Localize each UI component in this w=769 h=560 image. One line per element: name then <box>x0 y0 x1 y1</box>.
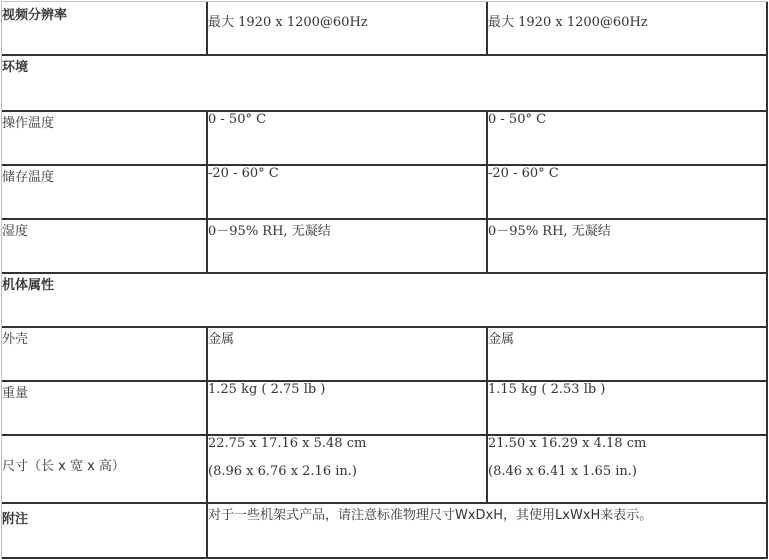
section-environment: 环境 <box>2 56 768 112</box>
humidity-model2: 0－95% RH, 无凝结 <box>488 220 768 274</box>
resolution-model2: 最大 1920 x 1200@60Hz <box>488 2 768 56</box>
op-temp-model1: 0 - 50° C <box>208 112 488 166</box>
housing-model2: 金属 <box>488 328 768 382</box>
housing-model1: 金属 <box>208 328 488 382</box>
section-note: 附注 <box>2 504 208 559</box>
label-weight: 重量 <box>2 382 208 436</box>
storage-temp-model1: -20 - 60° C <box>208 166 488 220</box>
weight-model2: 1.15 kg ( 2.53 lb ) <box>488 382 768 436</box>
section-physical: 机体属性 <box>2 274 768 328</box>
row-operating-temp <box>2 112 768 166</box>
row-humidity <box>2 220 768 274</box>
spec-table <box>1 1 768 559</box>
label-storage-temp: 储存温度 <box>2 166 208 220</box>
dimensions-model2-in: (8.46 x 6.41 x 1.65 in.) <box>488 464 637 479</box>
dimensions-model2 <box>488 436 768 504</box>
op-temp-model2: 0 - 50° C <box>488 112 768 166</box>
row-physical <box>2 274 768 328</box>
resolution-model1: 最大 1920 x 1200@60Hz <box>208 2 488 56</box>
section-video-resolution: 视频分辨率 <box>2 2 208 56</box>
storage-temp-model2: -20 - 60° C <box>488 166 768 220</box>
label-housing: 外壳 <box>2 328 208 382</box>
row-environment <box>2 56 768 112</box>
label-humidity: 湿度 <box>2 220 208 274</box>
row-storage-temp <box>2 166 768 220</box>
row-housing <box>2 328 768 382</box>
humidity-model1: 0－95% RH, 无凝结 <box>208 220 488 274</box>
label-dimensions: 尺寸（长 x 宽 x 高） <box>2 436 208 504</box>
dimensions-model1-cm: 22.75 x 17.16 x 5.48 cm <box>208 436 367 451</box>
note-text: 对于一些机架式产品，请注意标准物理尺寸WxDxH，其使用LxWxH来表示。 <box>208 504 768 559</box>
dimensions-model2-cm: 21.50 x 16.29 x 4.18 cm <box>488 436 647 451</box>
row-video-resolution <box>2 2 768 56</box>
dimensions-model1 <box>208 436 488 504</box>
row-note <box>2 504 768 559</box>
row-weight <box>2 382 768 436</box>
row-dimensions <box>2 436 768 504</box>
label-operating-temp: 操作温度 <box>2 112 208 166</box>
dimensions-model1-in: (8.96 x 6.76 x 2.16 in.) <box>208 464 357 479</box>
weight-model1: 1.25 kg ( 2.75 lb ) <box>208 382 488 436</box>
